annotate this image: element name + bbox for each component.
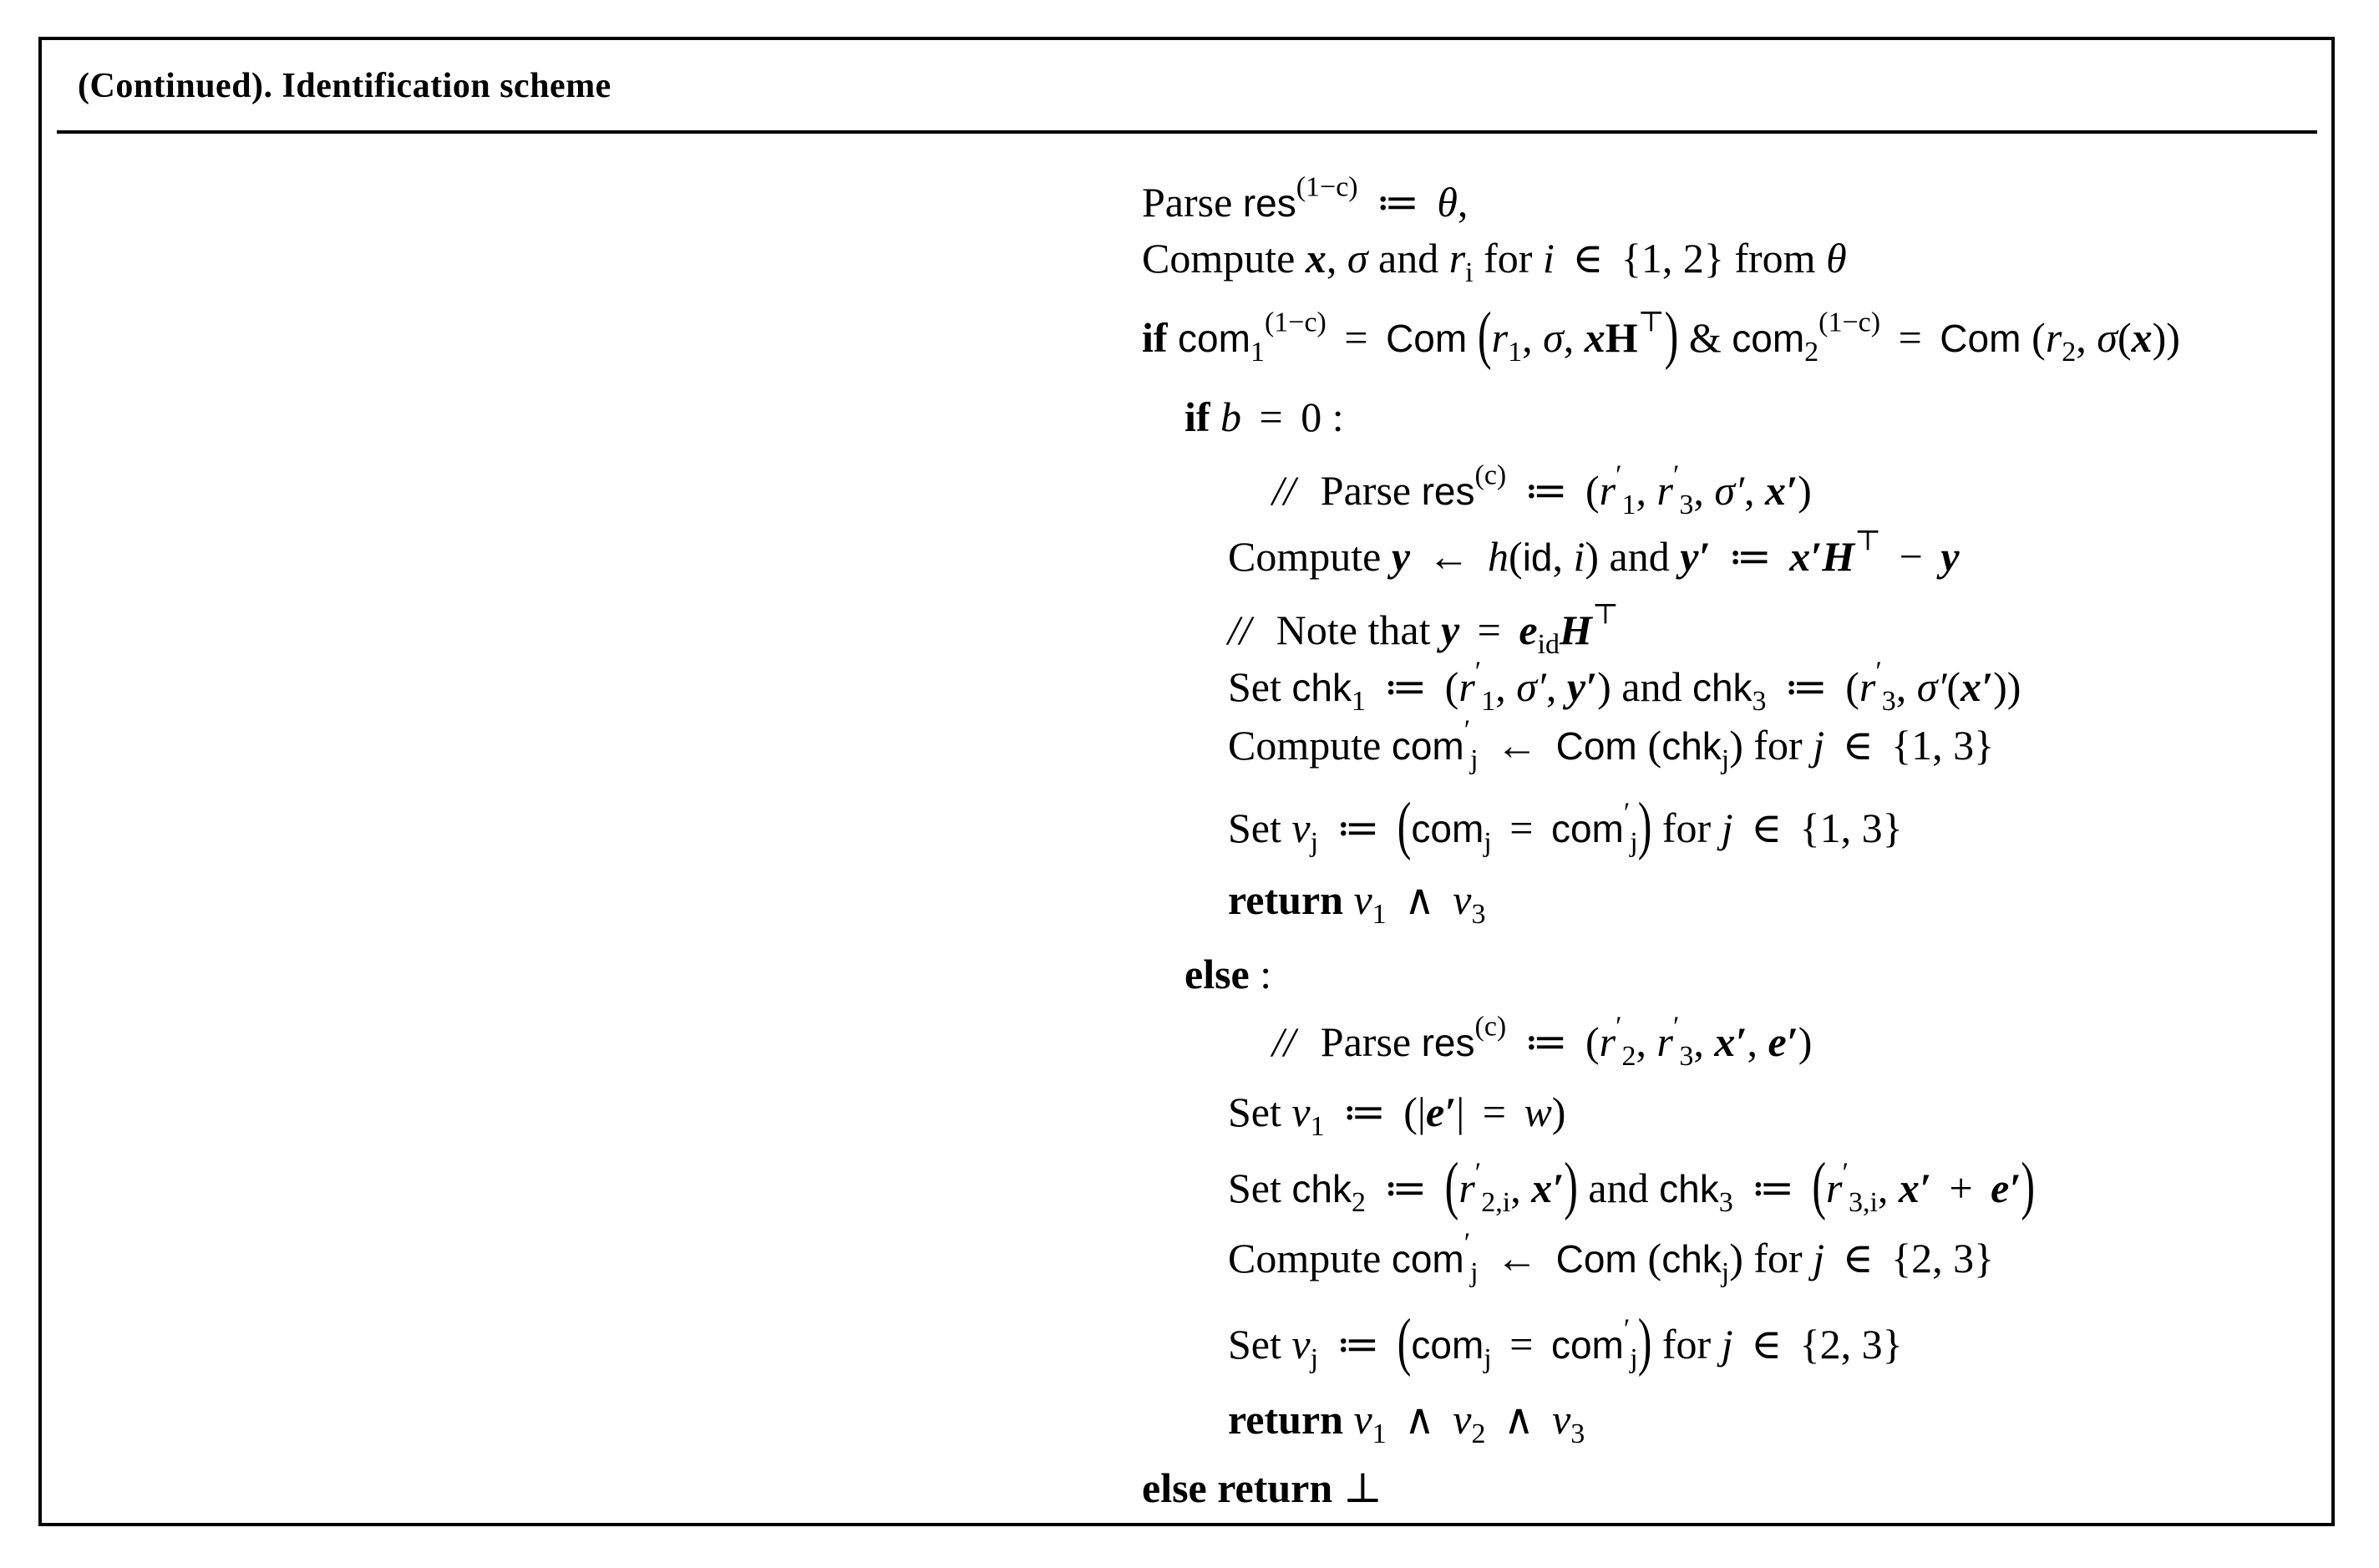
sans-symbol: com: [1550, 807, 1624, 850]
operator: ∧: [1393, 1396, 1446, 1443]
text: and: [1367, 235, 1449, 282]
math-var: r: [1599, 467, 1616, 514]
text: Compute: [1142, 235, 1306, 282]
text: ,: [1563, 314, 1585, 361]
text: ) and: [1597, 663, 1692, 710]
algorithm-line-return-v1-v2-v3: [1228, 1394, 1585, 1449]
subscript: 3: [1718, 1186, 1733, 1218]
vector: x′: [1714, 1018, 1747, 1065]
vector: H: [1560, 606, 1592, 653]
vector: x′: [1898, 1165, 1931, 1211]
algorithm-line-comment-parse-res-c-else: [1272, 1011, 1813, 1072]
sans-symbol: res: [1421, 1021, 1475, 1064]
algorithm-line-return-v1-v3: [1228, 875, 1486, 930]
subscript: j: [1721, 1256, 1730, 1288]
subscript: 1: [1372, 1418, 1387, 1449]
text: (|: [1403, 1088, 1426, 1135]
superscript: ′: [1672, 459, 1680, 491]
algorithm-line-set-chk2-chk3: [1228, 1148, 2036, 1221]
subscript: 2: [1471, 1418, 1486, 1449]
operator: ≔: [1326, 804, 1390, 851]
algorithm-line-set-vj-23: [1228, 1304, 1903, 1378]
text: ) and: [1585, 533, 1681, 580]
large-paren: (: [1397, 788, 1412, 861]
sans-symbol: Com: [1940, 317, 2032, 360]
superscript: ′: [1616, 459, 1622, 491]
superscript: ⊤: [1637, 307, 1665, 338]
vector: x: [2131, 314, 2153, 361]
text: Set: [1228, 1088, 1292, 1135]
sans-symbol: Com: [1555, 724, 1648, 768]
operator: ∧: [1493, 1396, 1545, 1443]
math-var: r: [1448, 235, 1466, 282]
algorithm-line-set-v1-weight: [1228, 1087, 1566, 1142]
sans-symbol: chk: [1692, 666, 1753, 709]
text: (: [1845, 663, 1859, 710]
operator: ≔: [1373, 1165, 1438, 1211]
math-var: v: [1552, 1396, 1571, 1443]
math-var: θ: [1437, 179, 1458, 226]
operator: ←: [1418, 533, 1481, 580]
math-var: v: [1453, 1396, 1472, 1443]
large-paren: ): [1637, 788, 1652, 861]
sans-symbol: com: [1732, 317, 1805, 360]
superscript: (c): [1474, 1011, 1507, 1043]
math-var: v: [1291, 804, 1311, 851]
operator: =: [1888, 314, 1933, 361]
large-paren: ): [1564, 1148, 1578, 1221]
algorithm-line-compute-x-sigma-r: [1142, 233, 1847, 288]
superscript: ⊤: [1854, 525, 1882, 557]
algorithm-line-else-return-bottom: [1142, 1463, 1382, 1513]
text: {1, 3}: [1799, 804, 1903, 851]
text: )): [2152, 314, 2180, 361]
text: (: [1647, 1235, 1662, 1281]
text: from: [1723, 235, 1827, 282]
large-paren: (: [1444, 1148, 1459, 1221]
algorithm-line-compute-com-23: [1228, 1227, 1995, 1288]
sans-symbol: chk: [1291, 666, 1352, 709]
vector: x′: [1961, 663, 1994, 710]
vector: y: [1391, 533, 1411, 580]
operator: +: [1938, 1165, 1984, 1211]
text: ): [1551, 1088, 1566, 1135]
subscript: id: [1537, 628, 1560, 660]
math-var: r: [1491, 314, 1509, 361]
text: )): [1993, 663, 2021, 710]
math-var: v: [1291, 1321, 1311, 1368]
text: Set: [1228, 663, 1292, 710]
operator: ≔: [1514, 1018, 1578, 1065]
math-var: r: [1458, 663, 1475, 710]
algorithm-line-set-chk1-chk3: [1228, 656, 2021, 717]
algorithm-line-set-vj-13: [1228, 788, 1903, 861]
text: Compute: [1228, 722, 1392, 769]
math-var: j: [1813, 1235, 1825, 1281]
math-var: r: [1656, 467, 1673, 514]
sans-symbol: res: [1242, 181, 1296, 225]
subscript: 1: [1508, 336, 1523, 368]
operator: =: [1467, 606, 1512, 653]
sans-symbol: chk: [1659, 1167, 1719, 1210]
math-var: r: [1656, 1018, 1673, 1065]
text: ,: [1693, 467, 1715, 514]
keyword: else: [1184, 951, 1250, 997]
operator: =: [1499, 804, 1544, 851]
large-paren: (: [1477, 297, 1492, 371]
operator: =: [1333, 314, 1379, 361]
subscript: 3: [1881, 685, 1896, 717]
vector: e′: [1425, 1088, 1457, 1135]
text: ,: [1545, 663, 1567, 710]
subscript: 2,i: [1481, 1186, 1511, 1218]
math-var: r: [1826, 1165, 1843, 1211]
operator: ≔: [1773, 663, 1839, 710]
vector: y: [1940, 533, 1960, 580]
operator: ≔: [1514, 467, 1578, 514]
text: {1, 3}: [1891, 722, 1995, 769]
large-paren: ): [1664, 297, 1679, 371]
superscript: ′: [1463, 1227, 1471, 1259]
large-paren: (: [1812, 1148, 1827, 1221]
keyword: return: [1228, 1396, 1354, 1443]
algorithm-line-if-com-check: [1142, 297, 2180, 371]
math-var: v: [1453, 876, 1472, 923]
text: &: [1678, 314, 1732, 361]
text: (: [2117, 314, 2132, 361]
math-var: r: [1599, 1018, 1616, 1065]
text: (: [2032, 314, 2046, 361]
text: ,: [1522, 314, 1544, 361]
operator: −: [1889, 533, 1934, 580]
text: |: [1456, 1088, 1465, 1135]
math-var: w: [1524, 1088, 1552, 1135]
sans-symbol: com: [1550, 1323, 1624, 1367]
math-var: j: [1721, 804, 1733, 851]
text: Set: [1228, 1165, 1292, 1211]
text: (: [1647, 722, 1662, 769]
operator: ≔: [1717, 533, 1783, 580]
text: ) for: [1729, 722, 1813, 769]
operator: ∈: [1832, 1235, 1884, 1281]
subscript: j: [1721, 743, 1730, 775]
text: and: [1577, 1165, 1660, 1211]
algorithm-line-parse-res-1-c: [1142, 171, 1468, 227]
vector: x′: [1765, 467, 1798, 514]
text: ,: [1495, 663, 1517, 710]
math-var: σ: [1543, 314, 1564, 361]
text: Parse: [1310, 467, 1422, 514]
text: ,: [1510, 1165, 1532, 1211]
operator: =: [1472, 1088, 1517, 1135]
sans-symbol: chk: [1661, 1237, 1722, 1281]
sans-symbol: com: [1411, 1323, 1484, 1367]
comment-marker: //: [1228, 606, 1251, 653]
text: Set: [1228, 804, 1292, 851]
text: {2, 3}: [1891, 1235, 1995, 1281]
sans-symbol: res: [1421, 469, 1475, 513]
large-paren: ): [1637, 1304, 1652, 1378]
math-var: σ′: [1516, 663, 1546, 710]
subscript: 2: [1804, 336, 1819, 368]
sans-symbol: com: [1391, 1237, 1464, 1281]
text: ,: [1744, 467, 1766, 514]
operator: ∈: [1832, 722, 1884, 769]
math-var: σ′: [1714, 467, 1745, 514]
text: :: [1249, 951, 1272, 997]
text: ): [1798, 1018, 1813, 1065]
superscript: ′: [1474, 1157, 1482, 1189]
math-var: v: [1353, 1396, 1372, 1443]
text: for: [1651, 804, 1722, 851]
text: (: [1946, 663, 1961, 710]
subscript: 3: [1679, 489, 1694, 520]
text: ⊥: [1342, 1464, 1382, 1511]
vector: y′: [1566, 663, 1598, 710]
operator: ∈: [1561, 235, 1614, 282]
subscript: j: [1310, 1342, 1319, 1374]
superscript: ′: [1875, 656, 1882, 688]
subscript: j: [1630, 826, 1638, 858]
algorithm-line-comment-note-y: [1228, 599, 1619, 660]
math-var: h: [1488, 533, 1509, 580]
superscript: ′: [1672, 1011, 1680, 1043]
subscript: 3: [1679, 1040, 1694, 1072]
math-var: i: [1542, 235, 1555, 282]
math-var: r: [2045, 314, 2062, 361]
operator: ≔: [1373, 663, 1438, 710]
math-var: v: [1353, 876, 1372, 923]
operator: ≔: [1326, 1321, 1390, 1368]
superscript: ′: [1616, 1011, 1622, 1043]
text: Set: [1228, 1321, 1292, 1368]
superscript: ′: [1842, 1157, 1849, 1189]
text: ,: [1326, 235, 1347, 282]
text: for: [1473, 235, 1543, 282]
subscript: j: [1470, 1256, 1479, 1288]
text: ,: [1636, 467, 1657, 514]
superscript: ′: [1623, 1313, 1631, 1345]
text: Note that: [1266, 606, 1441, 653]
math-var: i: [1573, 533, 1585, 580]
subscript: i: [1465, 256, 1474, 288]
sans-symbol: com: [1391, 724, 1464, 768]
text: Compute: [1228, 533, 1392, 580]
vector: x′H: [1789, 533, 1855, 580]
math-var: r: [1859, 663, 1876, 710]
sans-symbol: chk: [1661, 724, 1722, 768]
math-var: v: [1291, 1088, 1311, 1135]
operator: ←: [1485, 722, 1549, 769]
subscript: 1: [1352, 685, 1366, 717]
operator: ∈: [1740, 804, 1793, 851]
text: ,: [1747, 1018, 1768, 1065]
keyword: return: [1228, 876, 1354, 923]
math-var: σ: [1347, 235, 1368, 282]
matrix: H: [1605, 314, 1638, 361]
subscript: 1: [1250, 336, 1265, 368]
subscript: 1: [1481, 685, 1496, 717]
vector: e′: [1768, 1018, 1798, 1065]
text: Compute: [1228, 1235, 1392, 1281]
comment-marker: //: [1272, 467, 1296, 514]
subscript: 3: [1471, 898, 1486, 930]
superscript: ′: [1623, 797, 1631, 829]
text: 0 :: [1301, 393, 1344, 440]
subscript: 3: [1570, 1418, 1585, 1449]
subscript: j: [1630, 1342, 1638, 1374]
operator: =: [1499, 1321, 1544, 1368]
superscript: ′: [1474, 656, 1482, 688]
subscript: j: [1484, 1342, 1492, 1374]
sans-symbol: chk: [1291, 1167, 1352, 1210]
math-var: σ′: [1916, 663, 1947, 710]
operator: =: [1249, 393, 1294, 440]
operator: ←: [1485, 1235, 1549, 1281]
math-var: σ: [2097, 314, 2118, 361]
text: ,: [1693, 1018, 1715, 1065]
text: ,: [1552, 533, 1574, 580]
keyword: if: [1142, 314, 1179, 361]
algorithm-line-comment-parse-res-c-b0: [1272, 459, 1812, 520]
sans-symbol: com: [1411, 807, 1484, 850]
algorithm-line-else-branch: [1184, 949, 1271, 999]
text: ,: [1636, 1018, 1657, 1065]
subscript: 1: [1310, 1110, 1325, 1142]
subscript: 3,i: [1848, 1186, 1878, 1218]
keyword: if: [1184, 393, 1221, 440]
subscript: 1: [1372, 898, 1387, 930]
algorithm-line-if-b-eq-0: [1184, 392, 1344, 442]
comment-marker: //: [1272, 1018, 1296, 1065]
subscript: j: [1310, 826, 1319, 858]
sans-symbol: com: [1178, 317, 1250, 360]
text: ): [1798, 467, 1812, 514]
sans-symbol: id: [1522, 535, 1553, 579]
vector: x: [1584, 314, 1605, 361]
math-var: r: [1458, 1165, 1475, 1211]
text: (: [1585, 1018, 1600, 1065]
subscript: 2: [2062, 336, 2077, 368]
text: {1, 2}: [1621, 235, 1724, 282]
text: ,: [2076, 314, 2097, 361]
superscript: (1−c): [1296, 171, 1358, 203]
text: (: [1585, 467, 1600, 514]
subscript: 2: [1352, 1186, 1366, 1218]
math-var: b: [1220, 393, 1242, 440]
math-var: j: [1721, 1321, 1733, 1368]
vector: y′: [1680, 533, 1711, 580]
text: ) for: [1729, 1235, 1813, 1281]
sans-symbol: Com: [1386, 317, 1478, 360]
vector: e′: [1991, 1165, 2021, 1211]
algorithm-line-compute-y: [1228, 525, 1960, 581]
subscript: j: [1470, 743, 1479, 775]
operator: ≔: [1365, 179, 1430, 226]
math-var: θ: [1826, 235, 1847, 282]
subscript: 3: [1752, 685, 1767, 717]
text: (: [1509, 533, 1523, 580]
superscript: ⊤: [1591, 599, 1619, 631]
subscript: j: [1484, 826, 1492, 858]
superscript: (1−c): [1264, 307, 1326, 338]
superscript: (c): [1474, 459, 1507, 491]
large-paren: (: [1397, 1304, 1412, 1378]
subscript: 1: [1621, 489, 1636, 520]
operator: ∧: [1393, 876, 1446, 923]
algorithm-line-compute-com-13: [1228, 714, 1995, 775]
vector: x′: [1531, 1165, 1565, 1211]
text: ,: [1895, 663, 1917, 710]
operator: ≔: [1332, 1088, 1397, 1135]
text: ,: [1457, 179, 1468, 226]
large-paren: ): [2021, 1148, 2036, 1221]
text: {2, 3}: [1799, 1321, 1903, 1368]
subscript: 2: [1621, 1040, 1636, 1072]
text: for: [1651, 1321, 1722, 1368]
vector: y: [1440, 606, 1460, 653]
text: ,: [1877, 1165, 1899, 1211]
text: Parse: [1310, 1018, 1422, 1065]
sans-symbol: Com: [1555, 1237, 1648, 1281]
text: Parse: [1142, 179, 1243, 226]
superscript: (1−c): [1818, 307, 1881, 338]
text: (: [1444, 663, 1459, 710]
keyword: else return: [1142, 1464, 1343, 1511]
figure-title: (Continued). Identification scheme: [78, 67, 611, 105]
operator: ≔: [1740, 1165, 1805, 1211]
math-var: j: [1813, 722, 1825, 769]
vector: e: [1519, 606, 1538, 653]
operator: ∈: [1740, 1321, 1793, 1368]
superscript: ′: [1463, 714, 1471, 746]
vector: x: [1305, 235, 1326, 282]
